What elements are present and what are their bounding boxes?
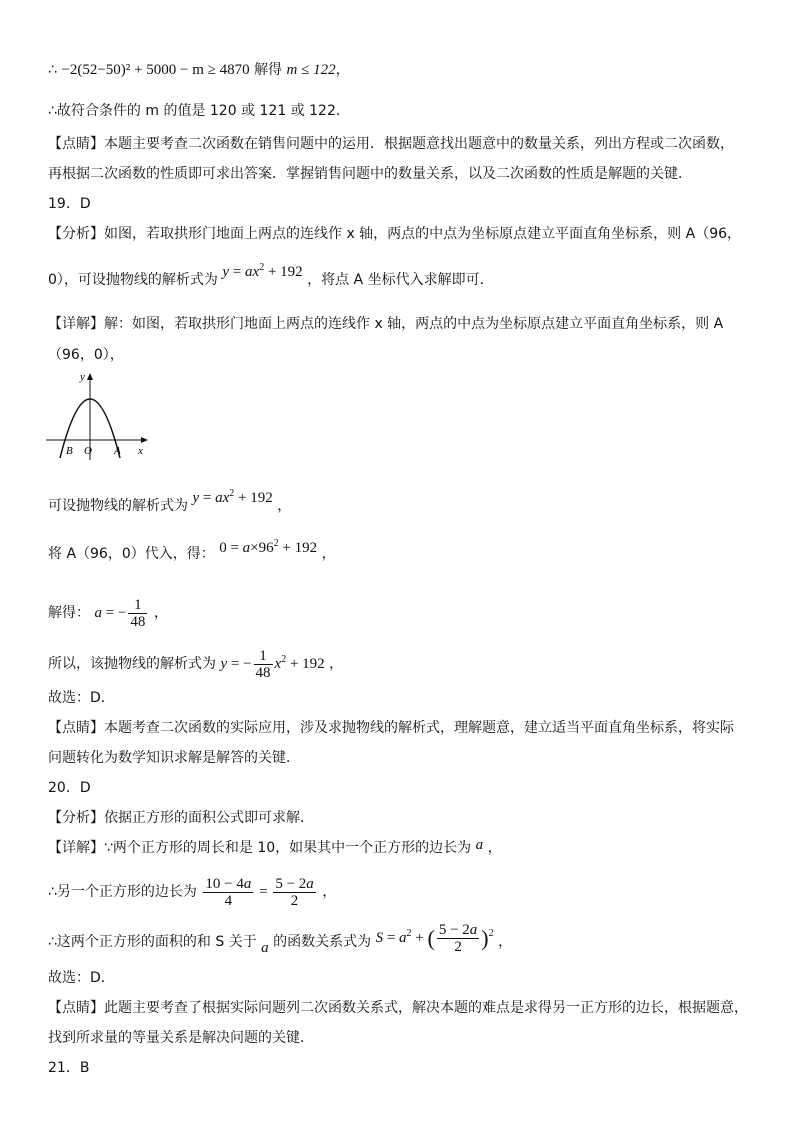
side-a: a [475,837,484,853]
var-a: a [261,939,269,956]
parabola-form: $y = ax^2 + 192$ [222,262,303,280]
line-dianjing-3: 【点睛】此题主要考查了根据实际问题列二次函数关系式，解决本题的难点是求得另一正方形的边长，根据题意， [48,1000,748,1016]
parabola-figure [44,370,154,462]
line-fenxi-19: 【分析】如图，若取拱形门地面上两点的连线作 x 轴，两点的中点为坐标原点建立平面直角坐标系，则 A（96， [48,226,742,242]
a-value: a = − $\frac{1}{48}$ [94,597,146,630]
line-set-parabola: 可设抛物线的解析式为 $y = ax^2 + 192$ ， [48,488,292,514]
question-21-answer: 21．B [48,1060,90,1076]
m-bound: m ≤ 122 [286,62,336,78]
line-select-19: 故选：D． [48,690,115,706]
line-conclusion: ∴故符合条件的 m 的值是 120 或 121 或 122． [48,103,350,119]
inequality-expression: −2(52−50)² + 5000 − m ≥ 4870 [61,62,250,78]
line-xiangjie-19: 【详解】解：如图，若取拱形门地面上两点的连线作 x 轴，两点的中点为坐标原点建立平面直角坐标系，则 A [48,316,724,332]
parabola-form-2: $y = ax^2 + 192$ [192,488,273,506]
line-point-a: （96，0）， [48,347,124,363]
line-final-parabola: 所以，该抛物线的解析式为 y = − $\frac{1}{48}$ $x^2 + 192$ ， [48,648,344,681]
line-solve-a: 解得： a = − $\frac{1}{48}$ ， [48,597,168,630]
x-axis-label: x [138,445,143,457]
final-parabola: y = − $\frac{1}{48}$ $x^2 + 192$ [220,648,325,681]
line-area-function: ∴这两个正方形的面积的和 S 关于 a 的函数关系式为 $S = a^2$ + ( $\frac{5 - 2a}{2}$ )$^2$ ， [48,922,513,956]
line-inequality: ∴ −2(52−50)² + 5000 − m ≥ 4870 解得 m ≤ 122， [48,62,350,78]
point-a-label: A [114,445,121,457]
origin-label: O [84,445,92,457]
line-substitute: 将 A（96，0）代入，得： $0 = a\times 96^2 + 192$ ， [48,538,336,562]
line-dianjing-2: 【点睛】本题考查二次函数的实际应用，涉及求抛物线的解析式，理解题意，建立适当平面直角坐标系，将实际 [48,720,734,736]
line-fenxi-20: 【分析】依据正方形的面积公式即可求解． [48,810,314,826]
text-jiede: 解得 [254,62,283,78]
line-other-side: ∴另一个正方形的边长为 $\frac{10 - 4a}{4}$ = $\frac{5 - 2a}{2}$ ， [48,876,337,909]
line-xiangjie-20: 【详解】∵两个正方形的周长和是 10，如果其中一个正方形的边长为 a ， [48,837,502,856]
line-dianjing-1: 【点睛】本题主要考查二次函数在销售问题中的运用．根据题意找出题意中的数量关系，列出方程或二次函数， [48,136,734,152]
line-fenxi-19b: 0），可设抛物线的解析式为 $y = ax^2 + 192$ ，将点 A 坐标代入求解即可． [48,262,494,288]
line-dianjing-2b: 问题转化为数学知识求解是解答的关键． [48,750,300,766]
line-select-20: 故选：D． [48,970,115,986]
area-function: $S = a^2$ + ( $\frac{5 - 2a}{2}$ )$^2$ [375,922,494,955]
y-axis-label: y [80,371,85,383]
substitution-equation: $0 = a\times 96^2 + 192$ [219,538,318,556]
question-19-answer: 19．D [48,196,91,212]
line-dianjing-1b: 再根据二次函数的性质即可求出答案．掌握销售问题中的数量关系，以及二次函数的性质是解题的关键． [48,166,692,182]
therefore-symbol: ∴ [48,62,57,78]
point-b-label: B [66,445,73,457]
line-dianjing-3b: 找到所求量的等量关系是解决问题的关键． [48,1030,314,1046]
question-20-answer: 20．D [48,780,91,796]
other-side-expression: $\frac{10 - 4a}{4}$ = $\frac{5 - 2a}{2}$ [205,876,314,909]
